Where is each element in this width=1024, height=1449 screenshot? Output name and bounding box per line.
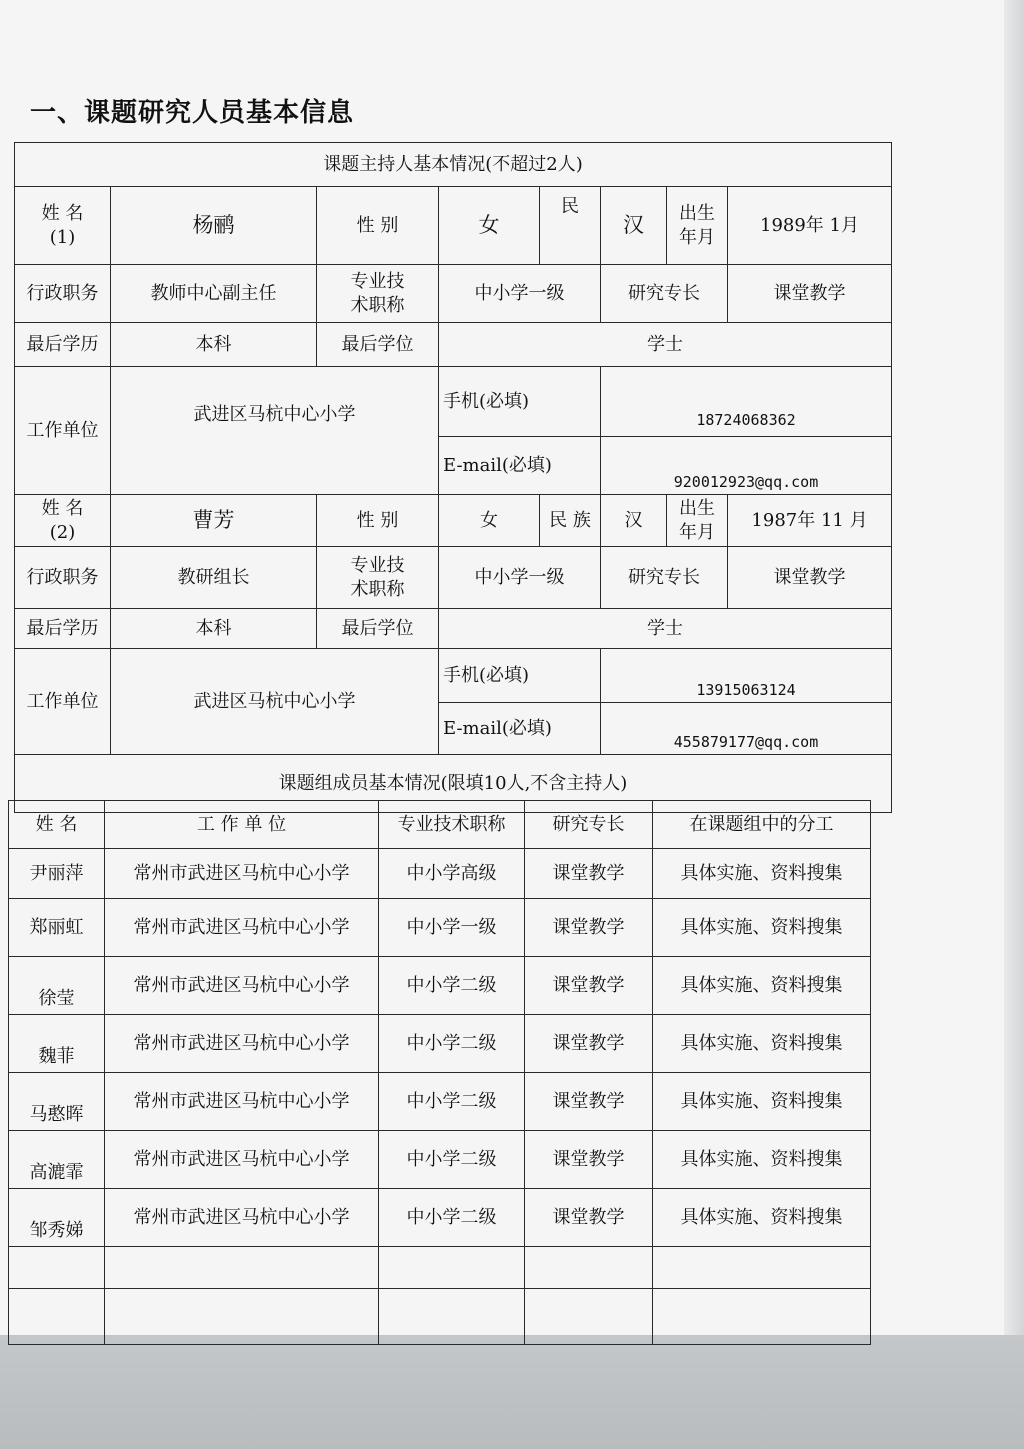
specialty-value: 课堂教学 xyxy=(728,547,892,609)
pro-title-value: 中小学一级 xyxy=(439,265,601,323)
degree-value: 学士 xyxy=(439,323,892,367)
pro-title-label: 专业技 术职称 xyxy=(317,265,439,323)
host-table-title: 课题主持人基本情况(不超过2人) xyxy=(15,143,892,187)
table-row xyxy=(9,1247,871,1289)
member-workplace xyxy=(105,1289,379,1345)
ethnicity-value: 汉 xyxy=(601,187,667,265)
member-pro-title: 中小学二级 xyxy=(379,1189,525,1247)
member-role: 具体实施、资料搜集 xyxy=(653,1015,871,1073)
member-name: 郑丽虹 xyxy=(9,899,105,957)
member-pro-title xyxy=(379,1289,525,1345)
host-name: 杨鹂 xyxy=(111,187,317,265)
gender-label: 性 别 xyxy=(317,495,439,547)
header-name: 姓 名 xyxy=(9,801,105,849)
workplace-label: 工作单位 xyxy=(15,367,111,495)
table-row xyxy=(9,1073,871,1131)
workplace-value: 武进区马杭中心小学 xyxy=(111,649,439,755)
education-label: 最后学历 xyxy=(15,609,111,649)
gender-value: 女 xyxy=(439,187,540,265)
section-title: 一、课题研究人员基本信息 xyxy=(30,98,355,128)
name-label: 姓 名 (2) xyxy=(15,495,111,547)
table-row xyxy=(9,1015,871,1073)
member-workplace: 常州市武进区马杭中心小学 xyxy=(105,1131,379,1189)
member-specialty xyxy=(525,1289,653,1345)
education-value: 本科 xyxy=(111,323,317,367)
ethnicity-value: 汉 xyxy=(601,495,667,547)
email-value: 455879177@qq.com xyxy=(601,703,892,755)
email-value: 920012923@qq.com xyxy=(601,437,892,495)
mobile-label: 手机(必填) xyxy=(439,649,601,703)
member-name: 徐莹 xyxy=(9,957,105,1015)
mobile-label: 手机(必填) xyxy=(439,367,601,437)
member-specialty: 课堂教学 xyxy=(525,957,653,1015)
member-role: 具体实施、资料搜集 xyxy=(653,957,871,1015)
table-row xyxy=(9,1289,871,1345)
ethnicity-label: 民 xyxy=(540,187,601,265)
member-role xyxy=(653,1247,871,1289)
member-role: 具体实施、资料搜集 xyxy=(653,849,871,899)
host-info-table xyxy=(14,142,892,813)
workplace-value: 武进区马杭中心小学 xyxy=(111,367,439,495)
member-role: 具体实施、资料搜集 xyxy=(653,1189,871,1247)
email-label: E-mail(必填) xyxy=(439,703,601,755)
member-name: 魏菲 xyxy=(9,1015,105,1073)
member-name: 高漉霏 xyxy=(9,1131,105,1189)
workplace-label: 工作单位 xyxy=(15,649,111,755)
member-pro-title: 中小学二级 xyxy=(379,1015,525,1073)
degree-value: 学士 xyxy=(439,609,892,649)
member-pro-title: 中小学一级 xyxy=(379,899,525,957)
member-pro-title: 中小学二级 xyxy=(379,1131,525,1189)
pro-title-label: 专业技 术职称 xyxy=(317,547,439,609)
specialty-value: 课堂教学 xyxy=(728,265,892,323)
member-specialty: 课堂教学 xyxy=(525,1073,653,1131)
member-workplace: 常州市武进区马杭中心小学 xyxy=(105,849,379,899)
birth-value: 1987年 11 月 xyxy=(728,495,892,547)
birth-label: 出生 年月 xyxy=(667,187,728,265)
member-pro-title: 中小学二级 xyxy=(379,957,525,1015)
table-row xyxy=(9,899,871,957)
member-specialty: 课堂教学 xyxy=(525,1015,653,1073)
pro-title-value: 中小学一级 xyxy=(439,547,601,609)
header-specialty: 研究专长 xyxy=(525,801,653,849)
members-table xyxy=(8,800,871,1345)
gender-label: 性 别 xyxy=(317,187,439,265)
header-pro-title: 专业技术职称 xyxy=(379,801,525,849)
desk-background xyxy=(0,1335,1024,1449)
member-workplace: 常州市武进区马杭中心小学 xyxy=(105,957,379,1015)
admin-post-value: 教师中心副主任 xyxy=(111,265,317,323)
education-label: 最后学历 xyxy=(15,323,111,367)
member-specialty: 课堂教学 xyxy=(525,849,653,899)
member-specialty: 课堂教学 xyxy=(525,1131,653,1189)
member-workplace: 常州市武进区马杭中心小学 xyxy=(105,1015,379,1073)
member-name: 邹秀娣 xyxy=(9,1189,105,1247)
degree-label: 最后学位 xyxy=(317,609,439,649)
member-role: 具体实施、资料搜集 xyxy=(653,1131,871,1189)
member-role: 具体实施、资料搜集 xyxy=(653,1073,871,1131)
specialty-label: 研究专长 xyxy=(601,265,728,323)
page-edge xyxy=(1004,0,1024,1449)
member-role: 具体实施、资料搜集 xyxy=(653,899,871,957)
email-label: E-mail(必填) xyxy=(439,437,601,495)
host-name: 曹芳 xyxy=(111,495,317,547)
mobile-value: 18724068362 xyxy=(601,367,892,437)
degree-label: 最后学位 xyxy=(317,323,439,367)
table-row xyxy=(9,1131,871,1189)
admin-post-label: 行政职务 xyxy=(15,547,111,609)
gender-value: 女 xyxy=(439,495,540,547)
member-workplace: 常州市武进区马杭中心小学 xyxy=(105,899,379,957)
table-row xyxy=(9,849,871,899)
member-name: 尹丽萍 xyxy=(9,849,105,899)
member-workplace xyxy=(105,1247,379,1289)
member-workplace: 常州市武进区马杭中心小学 xyxy=(105,1073,379,1131)
member-pro-title xyxy=(379,1247,525,1289)
member-name: 马憨晖 xyxy=(9,1073,105,1131)
members-table-title: 课题组成员基本情况(限填10人,不含主持人) xyxy=(15,755,892,813)
admin-post-label: 行政职务 xyxy=(15,265,111,323)
birth-label: 出生 年月 xyxy=(667,495,728,547)
member-name xyxy=(9,1289,105,1345)
member-role xyxy=(653,1289,871,1345)
table-row xyxy=(9,1189,871,1247)
birth-value: 1989年 1月 xyxy=(728,187,892,265)
member-specialty: 课堂教学 xyxy=(525,899,653,957)
specialty-label: 研究专长 xyxy=(601,547,728,609)
member-pro-title: 中小学高级 xyxy=(379,849,525,899)
name-label: 姓 名 (1) xyxy=(15,187,111,265)
header-role: 在课题组中的分工 xyxy=(653,801,871,849)
member-name xyxy=(9,1247,105,1289)
admin-post-value: 教研组长 xyxy=(111,547,317,609)
table-row xyxy=(9,957,871,1015)
education-value: 本科 xyxy=(111,609,317,649)
ethnicity-label: 民 族 xyxy=(540,495,601,547)
member-workplace: 常州市武进区马杭中心小学 xyxy=(105,1189,379,1247)
header-workplace: 工 作 单 位 xyxy=(105,801,379,849)
member-pro-title: 中小学二级 xyxy=(379,1073,525,1131)
mobile-value: 13915063124 xyxy=(601,649,892,703)
member-specialty: 课堂教学 xyxy=(525,1189,653,1247)
member-specialty xyxy=(525,1247,653,1289)
